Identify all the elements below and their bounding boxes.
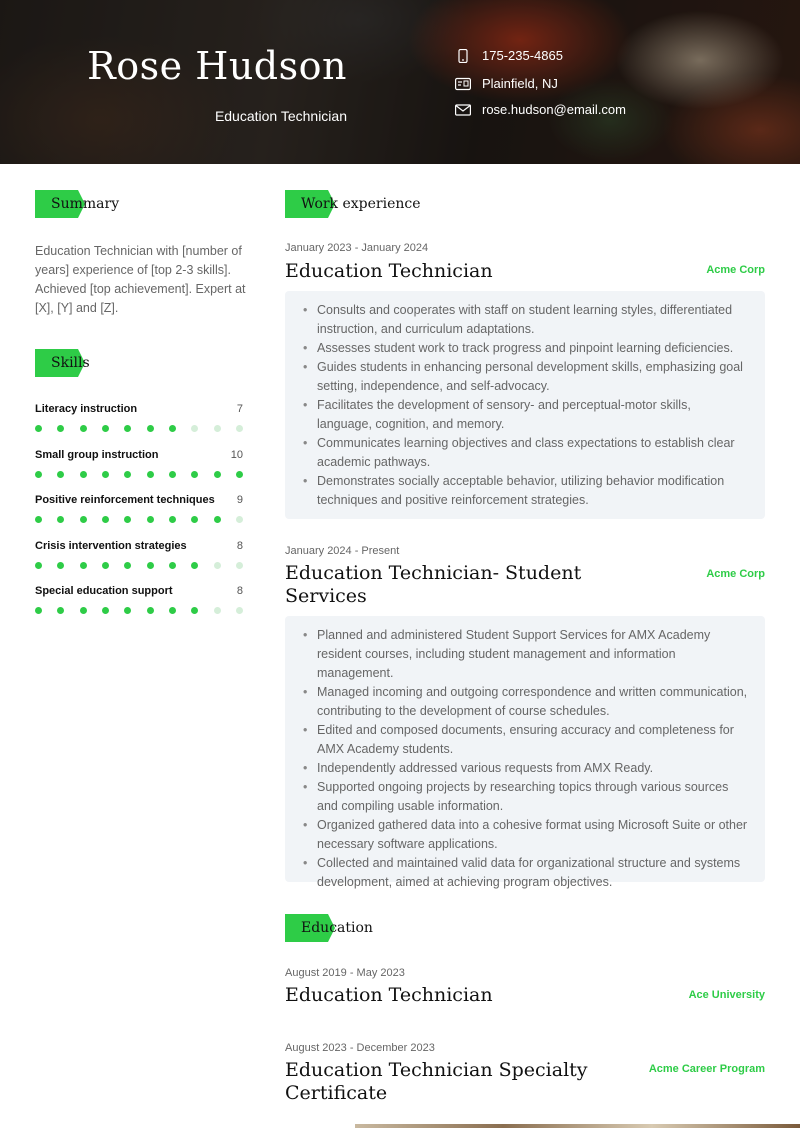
job-bullet: • Managed incoming and outgoing correspondence and written communication, contributing to the development of course schedules. bbox=[299, 683, 749, 721]
rating-dot bbox=[80, 562, 87, 569]
summary-heading-text: Summary bbox=[51, 196, 120, 212]
skill-level: 9 bbox=[236, 494, 243, 506]
education-title: Education Technician bbox=[285, 984, 493, 1006]
rating-dot bbox=[124, 471, 131, 478]
rating-dot bbox=[214, 516, 221, 523]
skill-level: 10 bbox=[230, 448, 243, 461]
education-heading-text: Education bbox=[301, 920, 373, 936]
job-bullet: • Organized gathered data into a cohesive format using Microsoft Suite or other necessary software applications. bbox=[299, 816, 749, 854]
phone-icon bbox=[455, 49, 471, 63]
job-bullet: • Collected and maintained valid data for organizational structure and systems development, aimed at achieving program objectives. bbox=[299, 854, 749, 892]
education-date: August 2019 - May 2023 bbox=[285, 967, 405, 979]
header-banner bbox=[0, 0, 800, 164]
rating-dot bbox=[80, 607, 87, 614]
rating-dot bbox=[102, 562, 109, 569]
job-bullet: • Supported ongoing projects by researching topics through various sources and compiling usable information. bbox=[299, 778, 749, 816]
rating-dot bbox=[57, 562, 64, 569]
job-bullet: • Demonstrates socially acceptable behavior, utilizing behavior modification techniques and positive reinforcement strategies. bbox=[299, 472, 749, 510]
job-date: January 2023 - January 2024 bbox=[285, 242, 429, 254]
education-heading bbox=[285, 914, 373, 942]
rating-dot bbox=[236, 471, 243, 478]
candidate-name: Rose Hudson bbox=[87, 44, 347, 88]
education-title: Education Technician Specialty Certificate bbox=[285, 1059, 588, 1104]
skill-name: Crisis intervention strategies bbox=[35, 539, 187, 552]
rating-dot bbox=[169, 607, 176, 614]
skill-item bbox=[35, 403, 243, 432]
job-bullet: • Consults and cooperates with staff on student learning styles, differentiated instruction, and curriculum adaptations. bbox=[299, 301, 749, 339]
skill-rating bbox=[35, 471, 243, 478]
skill-name: Literacy instruction bbox=[35, 403, 138, 415]
education-school: Ace University bbox=[688, 989, 765, 1001]
skill-rating bbox=[35, 562, 243, 569]
rating-dot bbox=[57, 425, 64, 432]
job-bullet: • Edited and composed documents, ensuring accuracy and completeness for AMX Academy students. bbox=[299, 721, 749, 759]
envelope-icon bbox=[455, 103, 471, 117]
skill-item bbox=[35, 494, 243, 523]
job-bullet: • Planned and administered Student Support Services for AMX Academy resident courses, including student management and information management. bbox=[299, 626, 749, 683]
rating-dot bbox=[102, 425, 109, 432]
work-heading-text: Work experience bbox=[301, 196, 421, 212]
rating-dot bbox=[102, 516, 109, 523]
job-bullet: • Communicates learning objectives and class expectations to establish clear academic pathways. bbox=[299, 434, 749, 472]
rating-dot bbox=[214, 562, 221, 569]
job-title: Education Technician- Student Services bbox=[285, 562, 582, 607]
rating-dot bbox=[35, 562, 42, 569]
footer-image-strip bbox=[355, 1124, 800, 1128]
rating-dot bbox=[102, 607, 109, 614]
rating-dot bbox=[57, 607, 64, 614]
rating-dot bbox=[124, 516, 131, 523]
contact-location bbox=[455, 76, 558, 91]
contact-phone bbox=[455, 48, 563, 63]
rating-dot bbox=[214, 607, 221, 614]
summary-text: Education Technician with [number of years] experience of [top 2-3 skills]. Achieved [top achievement]. Expert at [X], [Y] and [Z]. bbox=[35, 244, 246, 315]
rating-dot bbox=[57, 471, 64, 478]
rating-dot bbox=[169, 562, 176, 569]
job-bullet: • Independently addressed various requests from AMX Ready. bbox=[299, 759, 749, 778]
rating-dot bbox=[147, 562, 154, 569]
rating-dot bbox=[169, 425, 176, 432]
contact-email-text: rose.hudson@email.com bbox=[482, 102, 626, 117]
rating-dot bbox=[124, 607, 131, 614]
rating-dot bbox=[214, 471, 221, 478]
job-bullet: • Facilitates the development of sensory- and perceptual-motor skills, language, cognition, and memory. bbox=[299, 396, 749, 434]
rating-dot bbox=[236, 562, 243, 569]
rating-dot bbox=[191, 607, 198, 614]
rating-dot bbox=[35, 516, 42, 523]
candidate-title: Education Technician bbox=[214, 108, 347, 124]
skill-name: Small group instruction bbox=[35, 448, 159, 461]
skill-item bbox=[35, 585, 243, 614]
job-bullet: • Guides students in enhancing personal development skills, emphasizing goal setting, independence, and self-advocacy. bbox=[299, 358, 749, 396]
id-card-icon bbox=[455, 77, 471, 91]
job-bullets bbox=[299, 301, 749, 510]
contact-phone-text: 175-235-4865 bbox=[482, 48, 563, 63]
rating-dot bbox=[169, 471, 176, 478]
job-details bbox=[285, 616, 765, 889]
rating-dot bbox=[147, 516, 154, 523]
skill-rating bbox=[35, 607, 243, 614]
rating-dot bbox=[124, 562, 131, 569]
contact-email bbox=[455, 102, 626, 117]
job-company: Acme Corp bbox=[706, 264, 765, 276]
job-company: Acme Corp bbox=[706, 568, 765, 580]
contact-location-text: Plainfield, NJ bbox=[482, 76, 558, 91]
rating-dot bbox=[147, 425, 154, 432]
rating-dot bbox=[169, 516, 176, 523]
rating-dot bbox=[80, 516, 87, 523]
skill-level: 8 bbox=[236, 585, 243, 597]
rating-dot bbox=[191, 516, 198, 523]
skills-heading bbox=[35, 349, 90, 377]
education-school: Acme Career Program bbox=[648, 1063, 765, 1075]
rating-dot bbox=[80, 471, 87, 478]
job-title: Education Technician bbox=[285, 260, 493, 282]
skill-rating bbox=[35, 425, 243, 432]
rating-dot bbox=[191, 562, 198, 569]
skills-heading-text: Skills bbox=[51, 355, 90, 371]
skill-item bbox=[35, 449, 243, 478]
job-details bbox=[285, 291, 765, 519]
rating-dot bbox=[214, 425, 221, 432]
skill-level: 7 bbox=[236, 403, 243, 415]
skill-level: 8 bbox=[236, 539, 243, 552]
rating-dot bbox=[35, 471, 42, 478]
rating-dot bbox=[236, 425, 243, 432]
rating-dot bbox=[147, 607, 154, 614]
rating-dot bbox=[35, 425, 42, 432]
skill-name: Positive reinforcement techniques bbox=[35, 494, 215, 506]
rating-dot bbox=[124, 425, 131, 432]
skill-item bbox=[35, 540, 243, 569]
summary-heading bbox=[35, 190, 119, 218]
education-date: August 2023 - December 2023 bbox=[285, 1042, 435, 1054]
rating-dot bbox=[102, 471, 109, 478]
rating-dot bbox=[35, 607, 42, 614]
work-heading bbox=[285, 190, 421, 218]
rating-dot bbox=[147, 471, 154, 478]
job-bullets bbox=[299, 626, 749, 892]
rating-dot bbox=[236, 516, 243, 523]
rating-dot bbox=[57, 516, 64, 523]
job-bullet: • Assesses student work to track progress and pinpoint learning deficiencies. bbox=[299, 339, 749, 358]
rating-dot bbox=[191, 471, 198, 478]
rating-dot bbox=[236, 607, 243, 614]
rating-dot bbox=[191, 425, 198, 432]
skill-name: Special education support bbox=[35, 585, 173, 597]
job-date: January 2024 - Present bbox=[285, 545, 400, 557]
rating-dot bbox=[80, 425, 87, 432]
skill-rating bbox=[35, 516, 243, 523]
